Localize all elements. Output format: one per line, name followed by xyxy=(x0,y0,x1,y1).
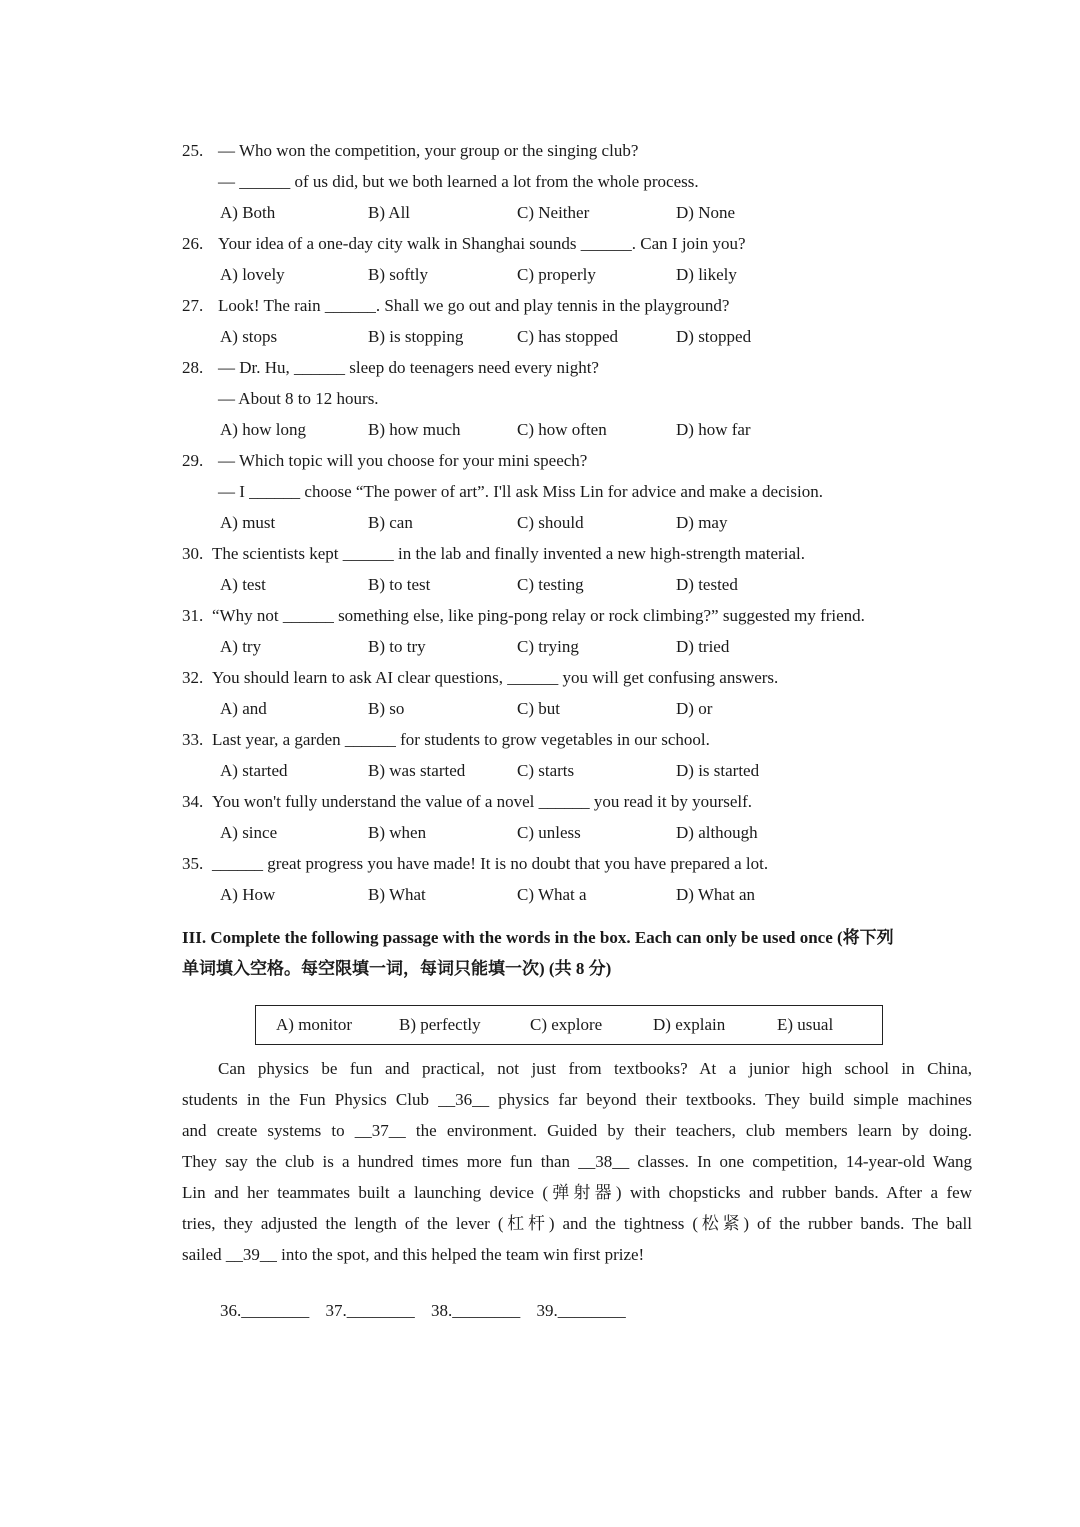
question-text: Your idea of a one-day city walk in Shanghai sounds ______. Can I join you? xyxy=(218,234,746,253)
answer-option[interactable]: B) so xyxy=(368,699,405,718)
question-text: — Who won the competition, your group or the singing club? xyxy=(218,141,639,160)
word-option-e: E) usual xyxy=(777,1015,834,1034)
answer-option[interactable]: B) was started xyxy=(368,761,466,780)
answer-option[interactable]: A) started xyxy=(220,761,288,780)
answer-option[interactable]: B) to test xyxy=(368,575,431,594)
answer-option[interactable]: C) What a xyxy=(517,885,587,904)
passage-line: Can physics be fun and practical, not just from textbooks? At a junior high school in China, xyxy=(218,1059,972,1078)
answer-option[interactable]: B) What xyxy=(368,885,426,904)
passage-line: They say the club is a hundred times more fun than __38__ classes. In one competition, 14-year-old Wang xyxy=(182,1152,972,1171)
answer-option[interactable]: A) must xyxy=(220,513,276,532)
answer-blank-37[interactable]: 37.________ xyxy=(325,1301,415,1320)
answer-option[interactable]: C) should xyxy=(517,513,584,532)
question-text: — Which topic will you choose for your mini speech? xyxy=(218,451,588,470)
answer-option[interactable]: D) tried xyxy=(676,637,730,656)
answer-blank-36[interactable]: 36.________ xyxy=(220,1301,310,1320)
answer-option[interactable]: A) test xyxy=(220,575,266,594)
word-option-d: D) explain xyxy=(653,1015,726,1034)
answer-option[interactable]: D) What an xyxy=(676,885,755,904)
answer-option[interactable]: C) unless xyxy=(517,823,581,842)
answer-option[interactable]: D) is started xyxy=(676,761,760,780)
word-box xyxy=(255,1005,883,1045)
answer-option[interactable]: D) None xyxy=(676,203,736,222)
passage-line: tries, they adjusted the length of the lever (杠杆) and the tightness (松紧) of the rubber bands. The ball xyxy=(182,1214,972,1233)
question-text: — I ______ choose “The power of art”. I'll ask Miss Lin for advice and make a decision. xyxy=(218,482,823,501)
question-text: — About 8 to 12 hours. xyxy=(218,389,379,408)
question-number: 35. xyxy=(182,854,204,873)
answer-option[interactable]: C) but xyxy=(517,699,560,718)
question-text: — Dr. Hu, ______ sleep do teenagers need every night? xyxy=(218,358,599,377)
passage-line: Lin and her teammates built a launching device (弹射器) with chopsticks and rubber bands. After a few xyxy=(182,1183,972,1202)
answer-option[interactable]: C) has stopped xyxy=(517,327,619,346)
answer-option[interactable]: D) tested xyxy=(676,575,738,594)
answer-option[interactable]: B) softly xyxy=(368,265,428,284)
answer-option[interactable]: B) to try xyxy=(368,637,426,656)
question-text: Look! The rain ______. Shall we go out and play tennis in the playground? xyxy=(218,296,730,315)
answer-option[interactable]: A) and xyxy=(220,699,267,718)
answer-blanks xyxy=(220,1301,638,1321)
question-number: 25. xyxy=(182,141,204,160)
question-text: “Why not ______ something else, like ping-pong relay or rock climbing?” suggested my friend. xyxy=(212,606,865,625)
question-number: 27. xyxy=(182,296,204,315)
question-text: You won't fully understand the value of a novel ______ you read it by yourself. xyxy=(212,792,753,811)
answer-option[interactable]: A) lovely xyxy=(220,265,285,284)
passage-line: and create systems to __37__ the environment. Guided by their teachers, club members learn by doing. xyxy=(182,1121,972,1140)
answer-option[interactable]: C) trying xyxy=(517,637,579,656)
answer-option[interactable]: C) properly xyxy=(517,265,596,284)
answer-option[interactable]: C) starts xyxy=(517,761,575,780)
word-option-c: C) explore xyxy=(530,1015,603,1034)
question-text: The scientists kept ______ in the lab and finally invented a new high-strength material. xyxy=(212,544,805,563)
section-title-line-1: III. Complete the following passage with the words in the box. Each can only be used once (将下列 xyxy=(182,928,894,947)
question-number: 34. xyxy=(182,792,204,811)
answer-option[interactable]: A) how long xyxy=(220,420,306,439)
question-number: 28. xyxy=(182,358,204,377)
answer-option[interactable]: A) How xyxy=(220,885,276,904)
answer-option[interactable]: B) is stopping xyxy=(368,327,464,346)
answer-option[interactable]: C) testing xyxy=(517,575,584,594)
answer-option[interactable]: D) stopped xyxy=(676,327,752,346)
answer-option[interactable]: B) how much xyxy=(368,420,461,439)
answer-option[interactable]: D) or xyxy=(676,699,713,718)
question-number: 29. xyxy=(182,451,204,470)
word-option-a: A) monitor xyxy=(276,1015,353,1034)
answer-option[interactable]: C) Neither xyxy=(517,203,590,222)
section-title-line-2: 单词填入空格。每空限填一词，每词只能填一次) (共 8 分) xyxy=(182,959,612,978)
answer-option[interactable]: A) try xyxy=(220,637,262,656)
question-number: 30. xyxy=(182,544,204,563)
passage-line: students in the Fun Physics Club __36__ physics far beyond their textbooks. They build simple machines xyxy=(182,1090,972,1109)
answer-option[interactable]: A) since xyxy=(220,823,278,842)
answer-option[interactable]: A) stops xyxy=(220,327,278,346)
answer-option[interactable]: B) when xyxy=(368,823,427,842)
question-text: — ______ of us did, but we both learned a lot from the whole process. xyxy=(218,172,699,191)
question-text: ______ great progress you have made! It is no doubt that you have prepared a lot. xyxy=(212,854,769,873)
question-number: 26. xyxy=(182,234,204,253)
answer-option[interactable]: D) although xyxy=(676,823,758,842)
question-number: 31. xyxy=(182,606,204,625)
question-text: Last year, a garden ______ for students to grow vegetables in our school. xyxy=(212,730,710,749)
answer-blank-39[interactable]: 39.________ xyxy=(536,1301,626,1320)
passage-line: sailed __39__ into the spot, and this helped the team win first prize! xyxy=(182,1245,645,1264)
question-number: 32. xyxy=(182,668,204,687)
answer-option[interactable]: D) likely xyxy=(676,265,737,284)
reading-passage xyxy=(182,1053,972,1270)
word-option-b: B) perfectly xyxy=(399,1015,481,1034)
question-number: 33. xyxy=(182,730,204,749)
answer-option[interactable]: A) Both xyxy=(220,203,276,222)
answer-blank-38[interactable]: 38.________ xyxy=(431,1301,521,1320)
answer-option[interactable]: B) can xyxy=(368,513,413,532)
answer-option[interactable]: D) may xyxy=(676,513,728,532)
answer-option[interactable]: B) All xyxy=(368,203,411,222)
answer-option[interactable]: D) how far xyxy=(676,420,751,439)
question-text: You should learn to ask AI clear questions, ______ you will get confusing answers. xyxy=(212,668,779,687)
answer-option[interactable]: C) how often xyxy=(517,420,607,439)
